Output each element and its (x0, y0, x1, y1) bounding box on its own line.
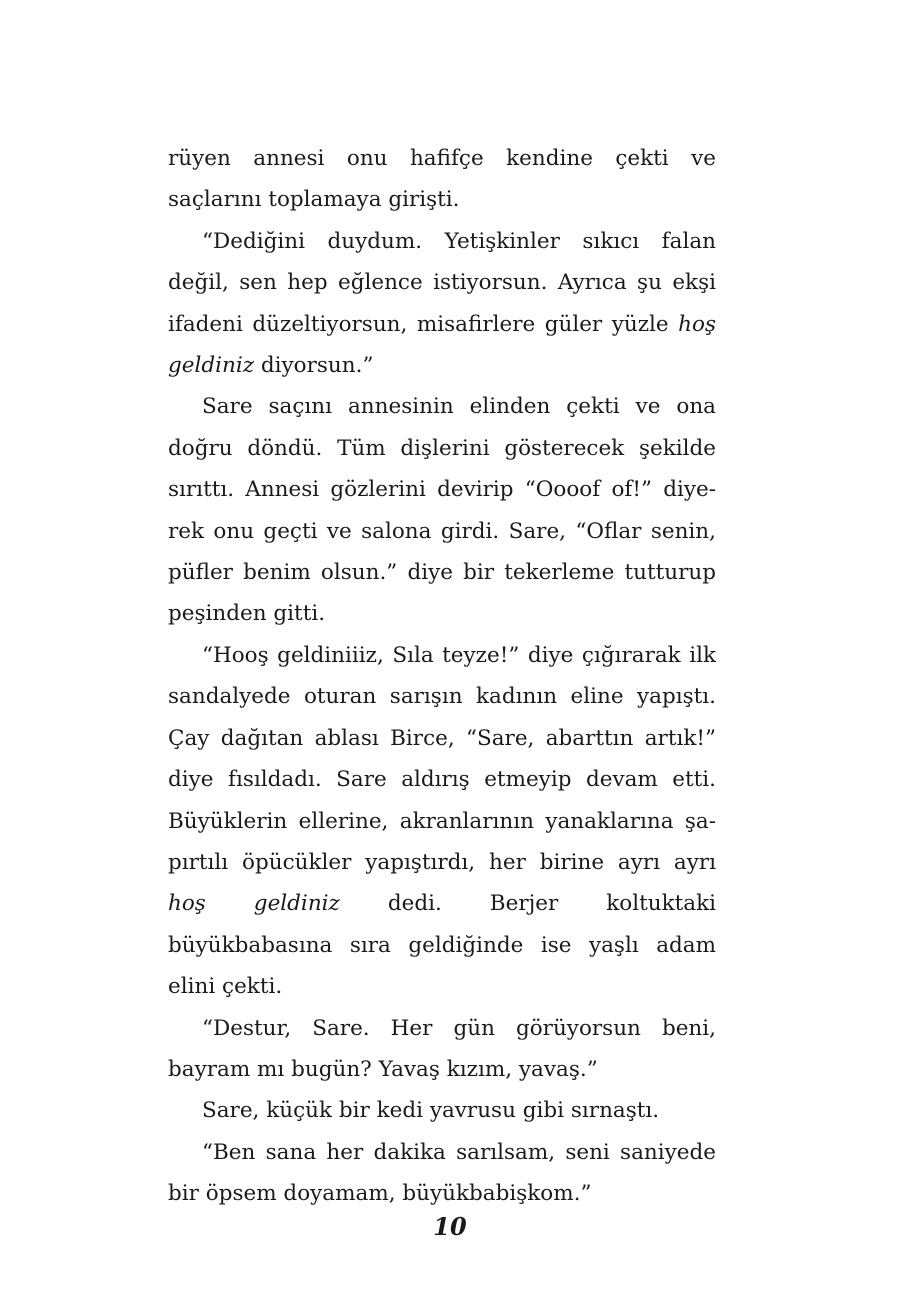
paragraph (168, 221, 716, 387)
text-run: dedi. Berjer koltuktaki büyükbabasına sıra geldiğinde ise yaşlı adam elini çekti. (168, 891, 716, 1000)
page-body (168, 138, 716, 1215)
text-run: Sare, küçük bir kedi yavrusu gibi sırnaştı. (202, 1098, 660, 1124)
paragraph (168, 386, 716, 634)
text-run: diyorsun.” (254, 353, 374, 379)
page-number: 10 (433, 1212, 467, 1241)
paragraph (168, 1008, 716, 1091)
paragraph (168, 635, 716, 1008)
paragraph (168, 1132, 716, 1215)
paragraph (168, 138, 716, 221)
text-run: “Ben sana her dakika sarılsam, seni saniyede bir öpsem doyamam, büyükbabişkom.” (168, 1139, 716, 1207)
text-run: rüyen annesi onu hafifçe kendine çekti ve saçlarını toplamaya girişti. (168, 146, 716, 213)
text-run: “Hooş geldiniiiz, Sıla teyze!” diye çığırarak ilk sandalyede oturan sarışın kadının eline yapıştı. Çay dağıtan ablası Birce, “Sare, abarttın artık!” diye fısıldadı. Sare aldırış etmeyip devam etti. Büyüklerin ellerine, akranlarının yanaklarına şapırtılı öpücükler yapıştırdı, her birine ayrı ayrı (168, 642, 716, 875)
italic-text-run: hoş geldiniz (168, 891, 340, 917)
text-run: “Dediğini duydum. Yetişkinler sıkıcı falan değil, sen hep eğlence istiyorsun. Ayrıca şu ekşi ifadeni düzeltiyorsun, misafirlere güler yüzle (168, 228, 716, 337)
text-run: “Destur, Sare. Her gün görüyorsun beni, bayram mı bugün? Yavaş kızım, yavaş.” (168, 1015, 716, 1082)
text-run: Sare saçını annesinin elinden çekti ve ona doğru döndü. Tüm dişlerini gösterecek şekilde sırıttı. Annesi gözlerini devirip “Oooof of!” diyerek onu geçti ve salona girdi. Sare, “Oflar senin, püfler benim olsun.” diye bir tekerleme tutturup peşinden gitti. (168, 394, 716, 627)
paragraph (168, 1090, 716, 1131)
italic-text-run: hoş geldiniz (168, 311, 716, 379)
